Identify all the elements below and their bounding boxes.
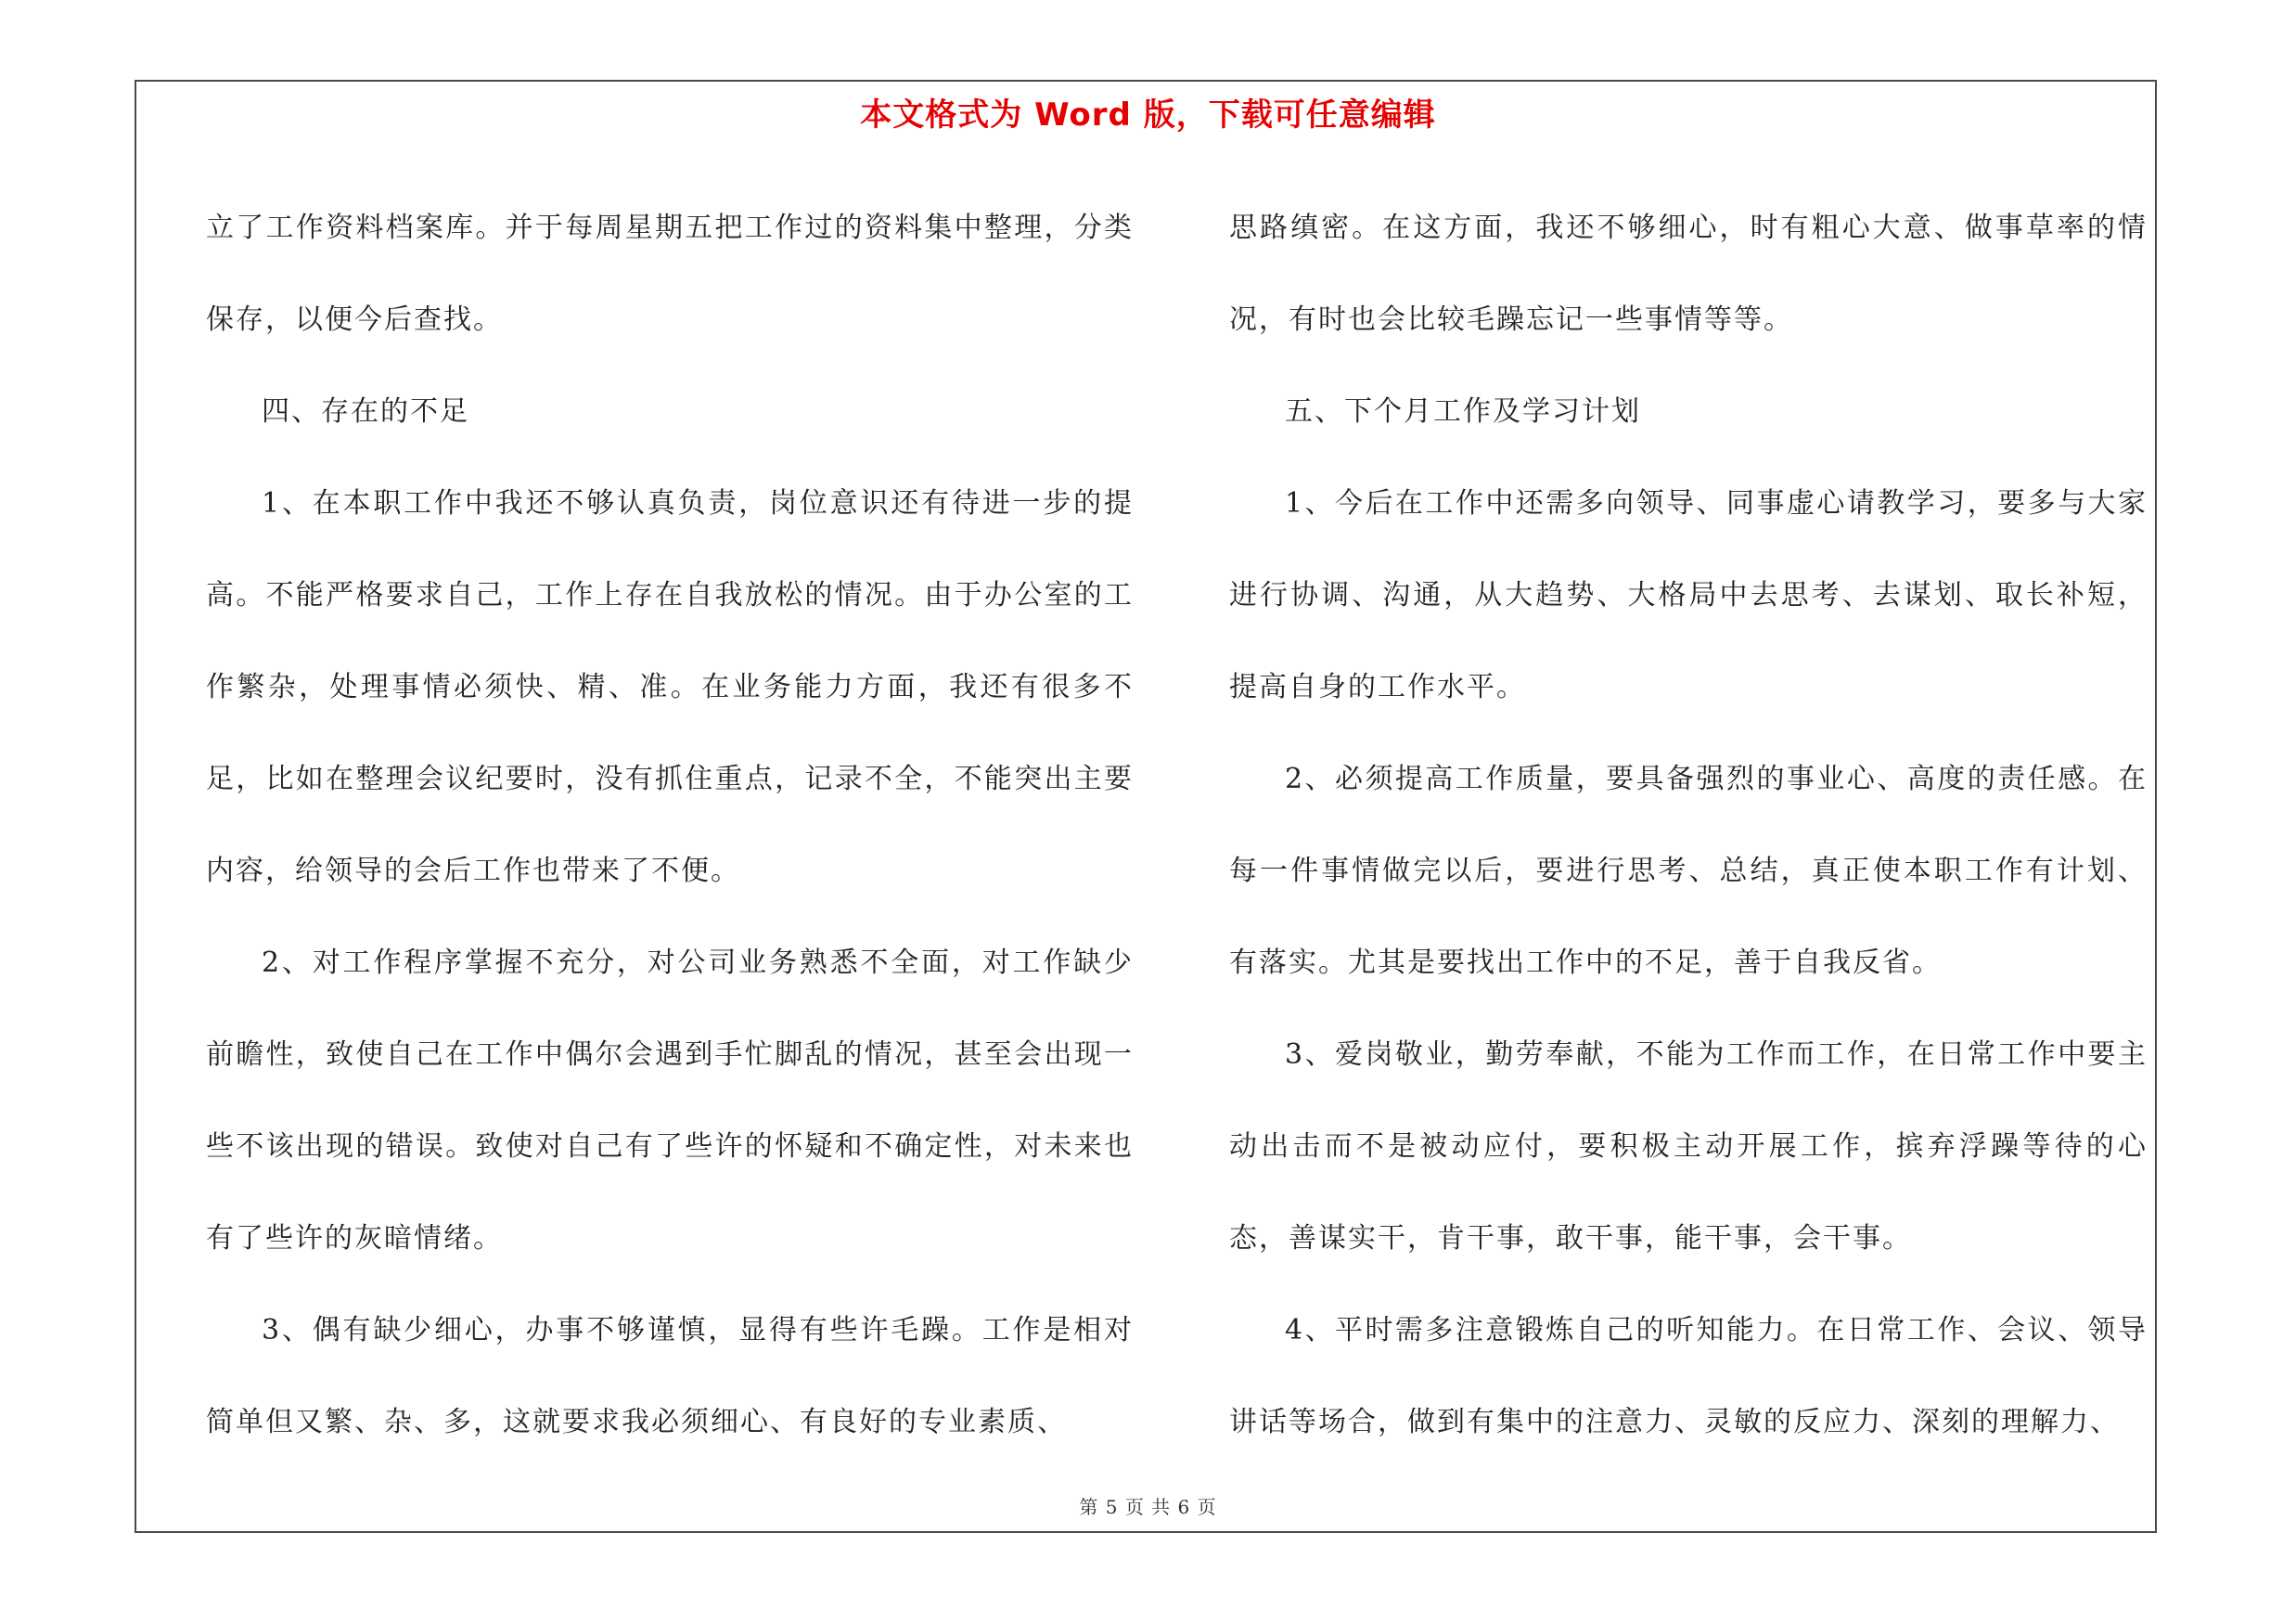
paragraph: 1、在本职工作中我还不够认真负责，岗位意识还有待进一步的提高。不能严格要求自己，工作上存在自我放松的情况。由于办公室的工作繁杂，处理事情必须快、精、准。在业务能力方面，我还有很多不足，比如在整理会议纪要时，没有抓住重点，记录不全，不能突出主要内容，给领导的会后工作也带来了不便。 [206,487,1134,887]
paragraph: 2、必须提高工作质量，要具备强烈的事业心、高度的责任感。在每一件事情做完以后，要进行思考、总结，真正使本职工作有计划、有落实。尤其是要找出工作中的不足，善于自我反省。 [1229,763,2148,979]
paragraph: 4、平时需多注意锻炼自己的听知能力。在日常工作、会议、领导讲话等场合，做到有集中的注意力、灵敏的反应力、深刻的理解力、 [1229,1314,2148,1438]
left-text-column [206,182,1134,1468]
paragraph: 2、对工作程序掌握不充分，对公司业务熟悉不全面，对工作缺少前瞻性，致使自己在工作中偶尔会遇到手忙脚乱的情况，甚至会出现一些不该出现的错误。致使对自己有了些许的怀疑和不确定性，对未来也有了些许的灰暗情绪。 [206,947,1134,1255]
section-heading-next-month-plan: 五、下个月工作及学习计划 [1285,395,1641,428]
page-number-footer: 第 5 页 共 6 页 [1079,1496,1217,1518]
right-text-column [1229,182,2148,1468]
paragraph: 1、今后在工作中还需多向领导、同事虚心请教学习，要多与大家进行协调、沟通，从大趋势、大格局中去思考、去谋划、取长补短，提高自身的工作水平。 [1229,487,2148,703]
paragraph: 思路缜密。在这方面，我还不够细心，时有粗心大意、做事草率的情况，有时也会比较毛躁忘记一些事情等等。 [1229,212,2148,336]
section-heading-shortcomings: 四、存在的不足 [262,395,469,428]
paragraph: 3、偶有缺少细心，办事不够谨慎，显得有些许毛躁。工作是相对简单但又繁、杂、多，这就要求我必须细心、有良好的专业素质、 [206,1314,1134,1438]
paragraph: 立了工作资料档案库。并于每周星期五把工作过的资料集中整理，分类保存，以便今后查找。 [206,212,1134,336]
word-format-banner: 本文格式为 Word 版，下载可任意编辑 [860,97,1436,134]
paragraph: 3、爱岗敬业，勤劳奉献，不能为工作而工作，在日常工作中要主动出击而不是被动应付，要积极主动开展工作，摈弃浮躁等待的心态，善谋实干，肯干事，敢干事，能干事，会干事。 [1229,1038,2148,1255]
